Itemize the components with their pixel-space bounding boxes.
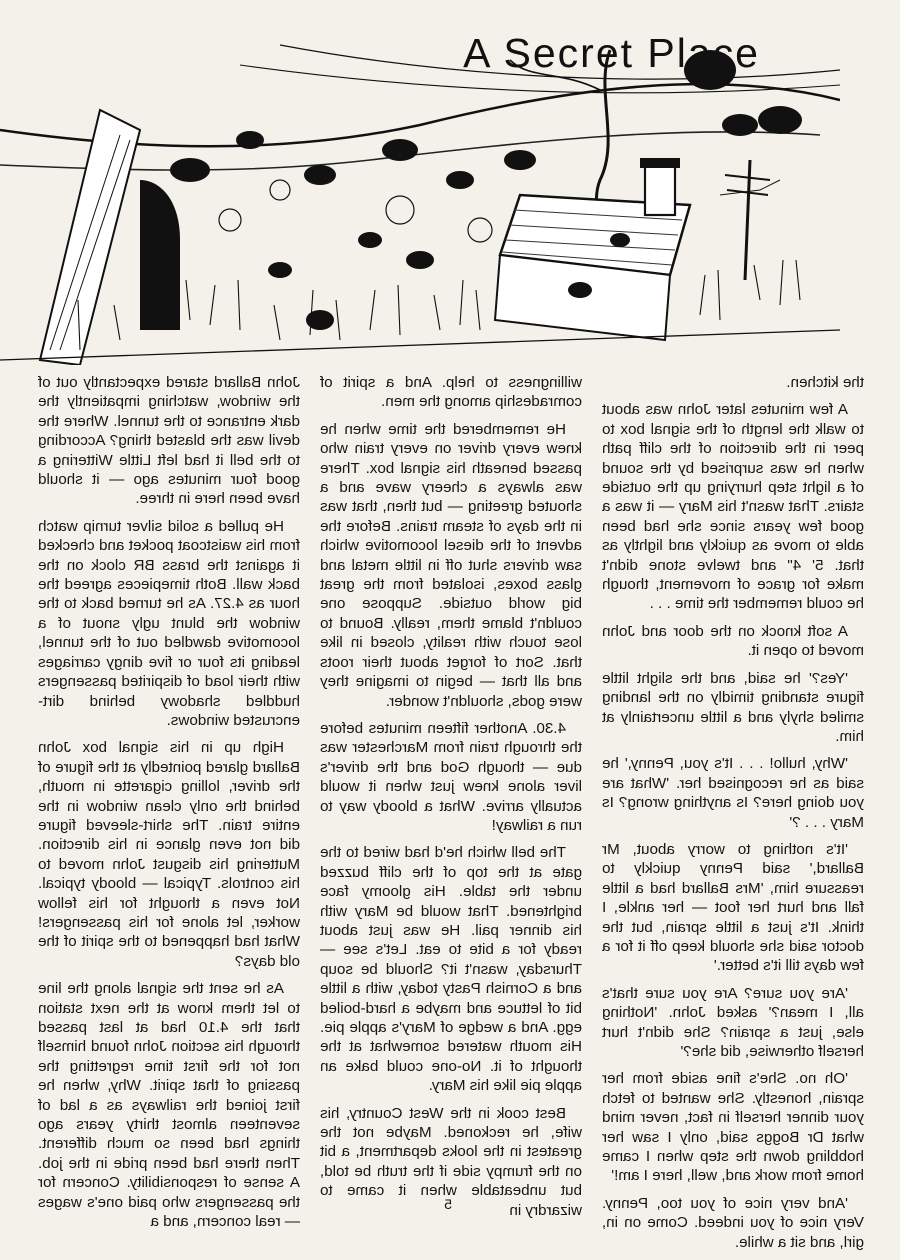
paragraph: the kitchen.	[786, 374, 864, 391]
paragraph: willingness to help. And a spirit of comradeship among the men.	[320, 374, 582, 411]
paragraph: High up in his signal box John Ballard glared pointedly at the figure of the driver, lolling cigarette in mouth, behind the only clean window in the entire train. The shirt-sleeved figure did not even glance in his direction. Muttering his disgust John moved to his controls. Typical — bloody typical. Not even a thought for his fellow worker, let alone for his passengers! What had happened to the spirit of the old days?	[38, 739, 300, 970]
paragraph: 'It's nothing to worry about, Mr Ballard,' said Penny quickly to reassure him, 'Mrs Ballard had a little fall and hurt her foot — her ankle, I think. It's just a little sprain, but the doctor said she should keep off it for a few days till it's better.'	[602, 840, 864, 975]
paragraph: As he sent the signal along the line to let them know at the next station that the 4.10 had at last passed through his section John found himself not for the first time regretting the passing of that spirit. Why, when he first joined the railways as a lad of seventeen almost thirty years ago things had been so much different. Then there had been pride in the job. A sense of responsibility. Concern for the passengers who paid one's wages — real concern, and a	[38, 980, 300, 1231]
article-column-1	[38, 373, 300, 1239]
article-column-2	[320, 373, 582, 1228]
paragraph: He pulled a solid silver turnip watch from his waistcoat pocket and checked it against the brass BR clock on the back wall. Both timepieces agreed the hour as 4.27. As he turned back to the window the blunt ugly snout of a locomotive dawdled out of the tunnel, leading its four or five dingy carriages with their load of dispirited passengers huddled shadowy behind dirt-encrusted windows.	[38, 517, 300, 729]
paragraph: A soft knock on the door and John moved to open it.	[602, 622, 864, 660]
paragraph: 'Oh no. She's fine aside from her sprain, honestly. She wanted to fetch your dinner herself in fact, never mind what Dr Boggs said, only I saw her hobbling down the step when I came home from work and, well, here I am!'	[602, 1070, 864, 1185]
paragraph: Best cook in the West Country, his wife, he reckoned. Maybe not the greatest in the looks department, a bit on the frumpy side if the truth be told, but unbeatable when it came to wizardry in	[320, 1104, 582, 1219]
paragraph: 'Why, hullo! . . . It's you, Penny,' he said as he recognised her. 'What are you doing here? Is anything wrong? Is Mary . . . ?'	[602, 755, 864, 831]
paragraph: A few minutes later John was about to walk the length of the signal box to peer in the direction of the cliff path when he was surprised by the sound of a light step hurrying up the outside stairs. That wasn't his Mary — it was a good few years since she had been able to move as quickly and lightly as that. 5' 4" and twelve stone didn't make for grace of movement, though he could remember the time . . .	[602, 401, 864, 613]
page-number: 5	[444, 1196, 452, 1212]
railway-cottage-illustration	[0, 30, 840, 365]
article-column-3	[602, 373, 864, 1260]
paragraph: 'Yes?' he said, and the slight little figure standing timidly on the landing smiled shyly and a little uncertainly at him.	[602, 669, 864, 745]
paragraph: He remembered the time when he knew every driver on every train who passed beneath his signal box. There was always a cheery wave and a shouted greeting — but then, that was in the days of steam trains. Before the advent of the diesel locomotive which saw drivers shut off in little metal and glass boxes, isolated from the great big world outside. Suppose one couldn't blame them, really. Bound to lose touch with reality, closed in like that. Sort of forget about their roots and all that — begin to imagine they were gods, shouldn't wonder.	[320, 420, 582, 710]
paragraph: 'And very nice of you too, Penny. Very nice of you indeed. Come on in, girl, and sit a while.	[602, 1194, 864, 1251]
paragraph: 'Are you sure? Are you sure that's all, I mean?' asked John. 'Nothing else, just a sprain? She didn't hurt herself otherwise, did she?'	[602, 984, 864, 1060]
paragraph: 4.30. Another fifteen minutes before the through train from Marchester was due — though God and the driver's liver alone knew just when it would actually arrive. What a bloody way to run a railway!	[320, 719, 582, 834]
paragraph: John Ballard stared expectantly out of the window, watching impatiently the dark entrance to the tunnel. Where the devil was the blasted thing? According to the bell it had left Little Wittering a good four minutes ago — it should have been here in three.	[38, 374, 300, 508]
article-title: A Secret Place	[463, 30, 760, 76]
paragraph: The bell which he'd had wired to the gate at the top of the cliff buzzed under the table. His gloomy face brightened. That would be Mary with his dinner pail. He was just about ready for a bite to eat. Let's see — Thursday, wasn't it? Should be soup and a Cornish Pasty today, with a little bit of lettuce and maybe a hard-boiled egg. And a wedge of Mary's apple pie. His mouth watered somewhat at the thought of it. No-one could bake an apple pie like his Mary.	[320, 844, 582, 1095]
